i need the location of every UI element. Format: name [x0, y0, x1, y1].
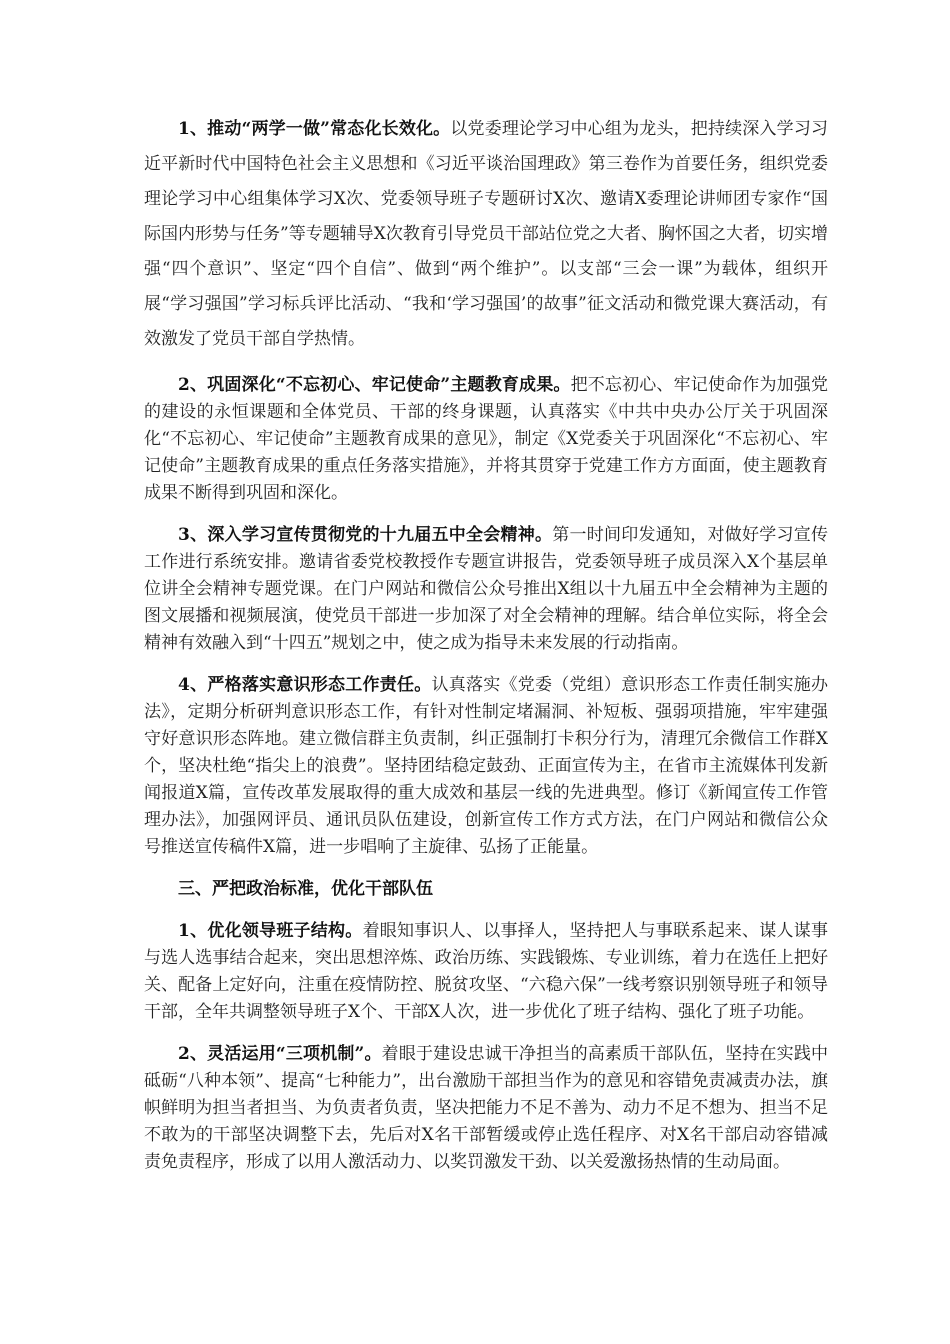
paragraph-leadership-structure [144, 918, 828, 1026]
paragraph-text: 把不忘初心、牢记使命作为加强党的建设的永恒课题和全体党员、干部的终身课题，认真落实《中共中央办公厅关于巩固深化“不忘初心、牢记使命”主题教育成果的意见》，制定《X党委关于巩固深化“不忘初心、牢记使命”主题教育成果的重点任务落实措施》，并将其贯穿于党建工作方方面面，使主题教育成果不断得到巩固和深化。 [144, 375, 828, 503]
paragraph-theme-education [144, 372, 828, 507]
paragraph-lead: 2、巩固深化“不忘初心、牢记使命”主题教育成果。 [178, 375, 571, 395]
paragraph-two-study-one-do [144, 112, 828, 357]
paragraph-three-mechanisms [144, 1041, 828, 1176]
paragraph-ideology-responsibility [144, 672, 828, 861]
section-heading: 三、严把政治标准，优化干部队伍 [178, 879, 433, 899]
paragraph-text: 认真落实《党委（党组）意识形态工作责任制实施办法》，定期分析研判意识形态工作，有针对性制定堵漏洞、补短板、强弱项措施，牢牢建强守好意识形态阵地。建立微信群主负责制，纠正强制打卡积分行为，清理冗余微信工作群X个，坚决杜绝“指尖上的浪费”。坚持团结稳定鼓劲、正面宣传为主，在省市主流媒体刊发新闻报道X篇，宣传改革发展取得的重大成效和基层一线的先进典型。修订《新闻宣传工作管理办法》，加强网评员、通讯员队伍建设，创新宣传工作方式方法，在门户网站和微信公众号推送宣传稿件X篇，进一步唱响了主旋律、弘扬了正能量。 [144, 675, 828, 857]
paragraph-text: 以党委理论学习中心组为龙头，把持续深入学习习近平新时代中国特色社会主义思想和《习近平谈治国理政》第三卷作为首要任务，组织党委理论学习中心组集体学习X次、党委领导班子专题研讨X次、邀请X委理论讲师团专家作“国际国内形势与任务”等专题辅导X次教育引导党员干部站位党之大者、胸怀国之大者，切实增强“四个意识”、坚定“四个自信”、做到“两个维护”。以支部“三会一课”为载体，组织开展“学习强国”学习标兵评比活动、“我和‘学习强国’的故事”征文活动和微党课大赛活动，有效激发了党员干部自学热情。 [144, 119, 828, 349]
paragraph-text: 着眼于建设忠诚干净担当的高素质干部队伍，坚持在实践中砥砺“八种本领”、提高“七种能力”，出台激励干部担当作为的意见和容错免责减责办法，旗帜鲜明为担当者担当、为负责者负责，坚决把能力不足不善为、动力不足不想为、担当不足不敢为的干部坚决调整下去，先后对X名干部暂缓或停止选任程序、对X名干部启动容错减责免责程序，形成了以用人激活动力、以奖罚激发干劲、以关爱激扬热情的生动局面。 [144, 1044, 829, 1172]
paragraph-lead: 1、优化领导班子结构。 [178, 921, 363, 941]
paragraph-lead: 2、灵活运用“三项机制”。 [178, 1044, 382, 1064]
paragraph-text: 第一时间印发通知，对做好学习宣传工作进行系统安排。邀请省委党校教授作专题宣讲报告，党委领导班子成员深入X个基层单位讲全会精神专题党课。在门户网站和微信公众号推出X组以十九届五中全会精神为主题的图文展播和视频展演，使党员干部进一步加深了对全会精神的理解。结合单位实际，将全会精神有效融入到“十四五”规划之中，使之成为指导未来发展的行动指南。 [144, 525, 828, 653]
paragraph-lead: 4、严格落实意识形态工作责任。 [178, 675, 432, 695]
paragraph-lead: 3、深入学习宣传贯彻党的十九届五中全会精神。 [178, 525, 553, 545]
paragraph-fifth-plenum [144, 522, 828, 657]
document-body [144, 112, 828, 1191]
paragraph-lead: 1、推动“两学一做”常态化长效化。 [178, 119, 451, 139]
paragraph-text: 着眼知事识人、以事择人，坚持把人与事联系起来、谋人谋事与选人选事结合起来，突出思想淬炼、政治历练、实践锻炼、专业训练，着力在选任上把好关、配备上定好向，注重在疫情防控、脱贫攻坚、“六稳六保”一线考察识别领导班子和领导干部，全年共调整领导班子X个、干部X人次，进一步优化了班子结构、强化了班子功能。 [144, 921, 828, 1022]
